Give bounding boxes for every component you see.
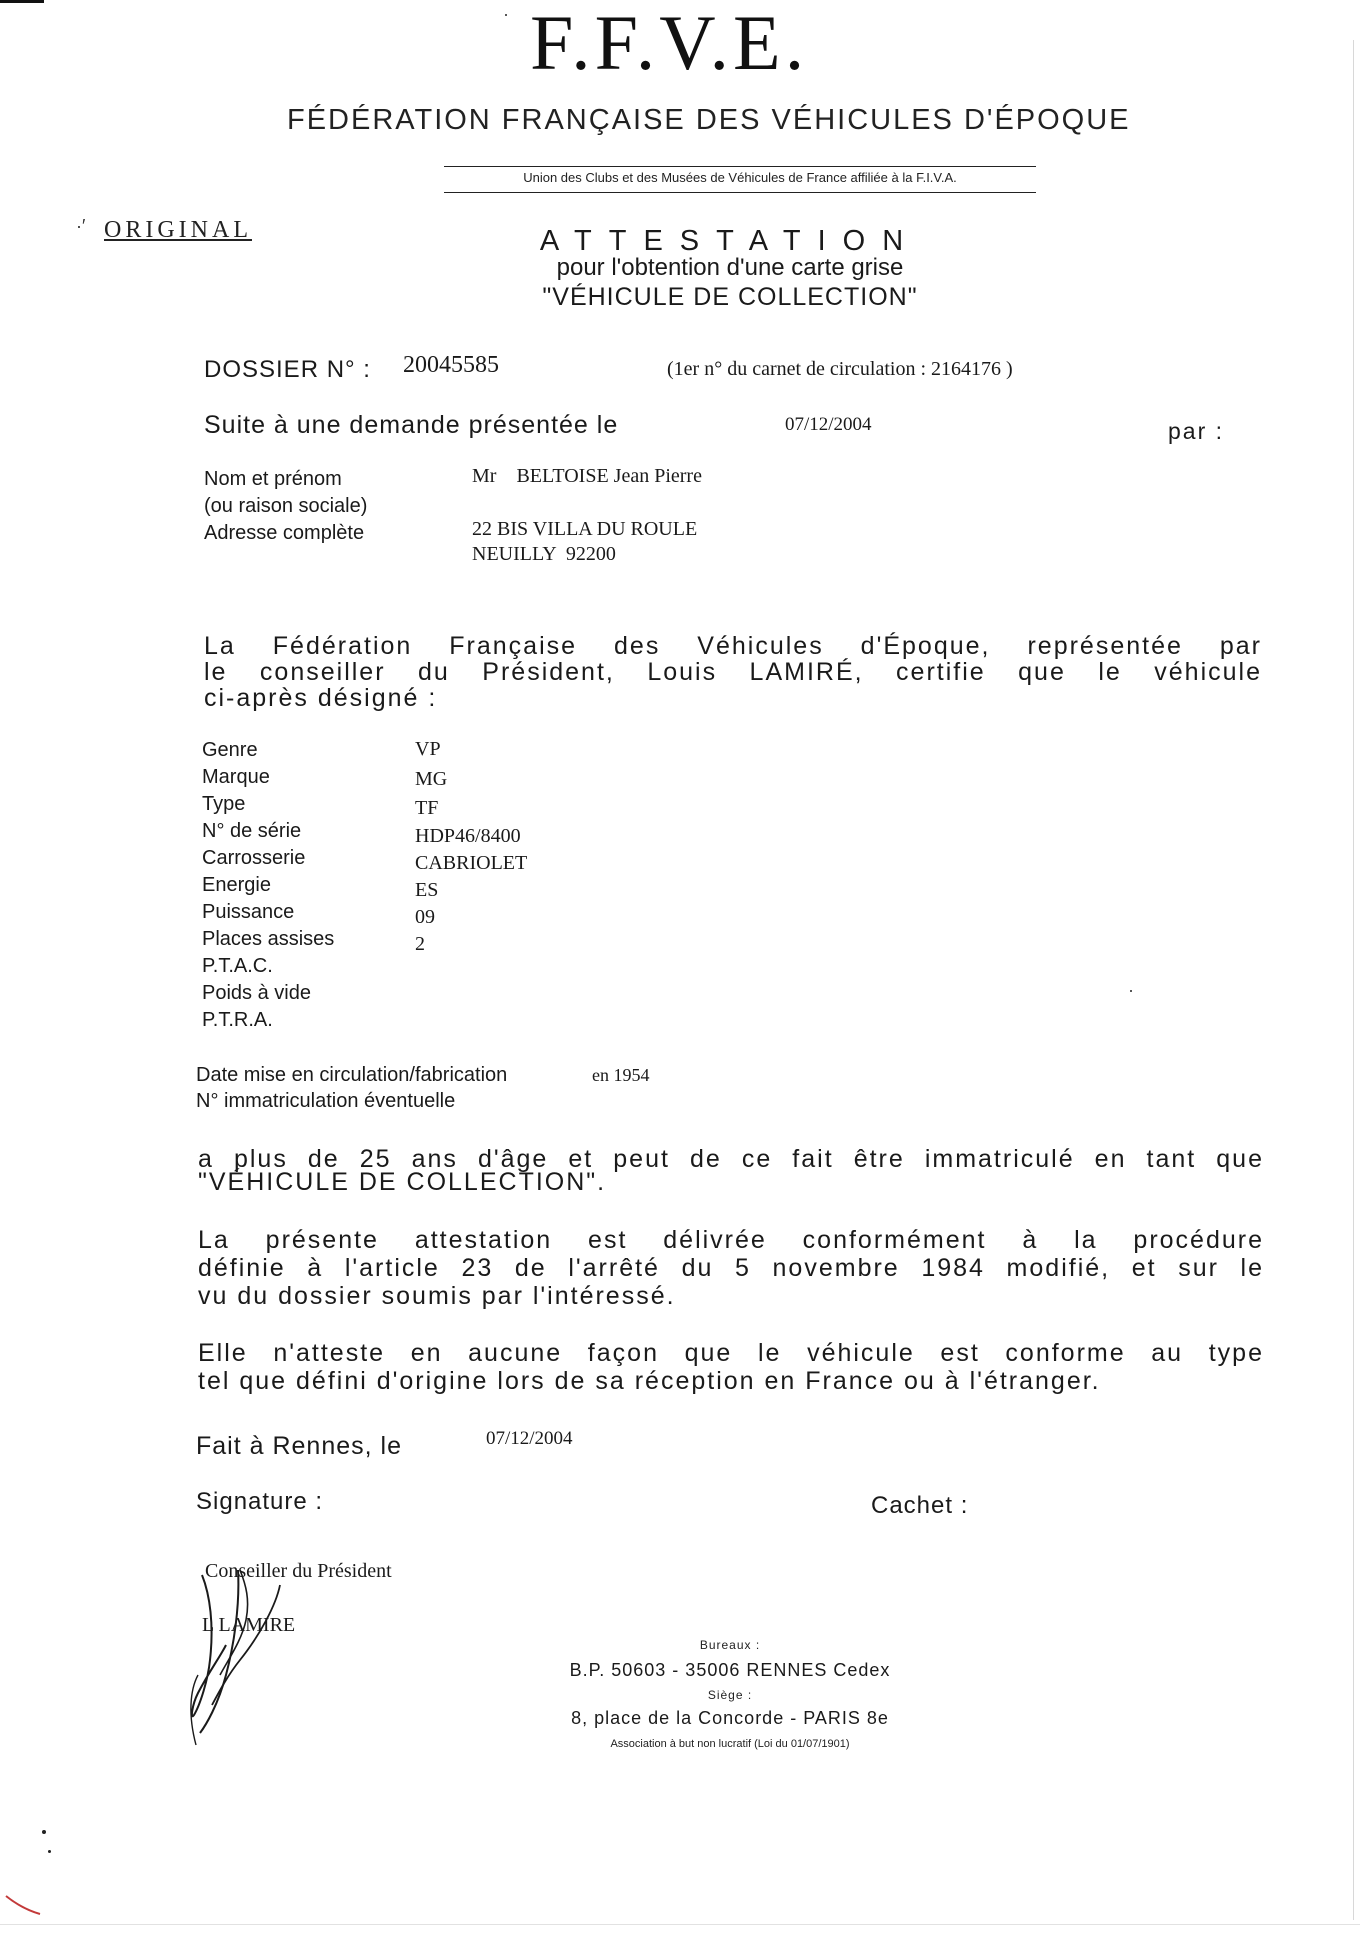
federation-name: FÉDÉRATION FRANÇAISE DES VÉHICULES D'ÉPOQUE (287, 104, 1131, 136)
age-statement-line2: "VÉHICULE DE COLLECTION". (198, 1168, 607, 1196)
age-statement-line1: a plus de 25 ans d'âge et peut de ce fait être immatriculé en tant que (198, 1145, 1264, 1173)
scan-edge-right (1353, 40, 1354, 1920)
vehicle-value: 2 (415, 933, 425, 955)
attestation-subtitle-collection: "VÉHICULE DE COLLECTION" (542, 283, 918, 311)
dossier-label: DOSSIER N° : (204, 356, 371, 383)
union-line: Union des Clubs et des Musées de Véhicules de France affiliée à la F.I.V.A. (523, 170, 957, 185)
handwritten-signature (180, 1565, 340, 1755)
applicant-address-line2: NEUILLY 92200 (472, 543, 616, 565)
name-label: Nom et prénom (204, 468, 342, 490)
vehicle-value: 09 (415, 906, 435, 928)
signatory-name: L LAMIRE (202, 1614, 296, 1636)
vehicle-label: Energie (202, 874, 271, 896)
vehicle-label: Places assises (202, 928, 335, 950)
fait-a-label: Fait à Rennes, le (196, 1432, 402, 1460)
vehicle-value: ES (415, 879, 439, 901)
bureaux-label: Bureaux : (699, 1638, 761, 1652)
vehicle-label: Genre (202, 739, 258, 761)
vehicle-label: Carrosserie (202, 847, 306, 869)
fait-date: 07/12/2004 (486, 1428, 573, 1449)
applicant-address-line1: 22 BIS VILLA DU ROULE (472, 518, 698, 540)
disclaimer-line2: tel que défini d'origine lors de sa réception en France ou à l'étranger. (198, 1367, 1101, 1395)
par-label: par : (1168, 418, 1225, 444)
certification-line3: ci-après désigné : (204, 684, 438, 712)
ffve-logo: F.F.V.E. (530, 0, 809, 86)
vehicle-label: P.T.A.C. (202, 955, 273, 977)
procedure-line1: La présente attestation est délivrée conformément à la procédure (198, 1226, 1264, 1254)
vehicle-label: Puissance (202, 901, 295, 923)
vehicle-label: Marque (202, 766, 270, 788)
name-label-alt: (ou raison sociale) (204, 495, 368, 517)
applicant-name: Mr BELTOISE Jean Pierre (472, 465, 702, 487)
association-note: Association à but non lucratif (Loi du 01/07/1901) (610, 1738, 850, 1750)
siege-address: 8, place de la Concorde - PARIS 8e (571, 1708, 889, 1728)
siege-label: Siège : (707, 1688, 753, 1702)
attestation-subtitle: pour l'obtention d'une carte grise (556, 254, 904, 281)
dossier-number: 20045585 (403, 352, 499, 378)
header-rule-bottom (444, 192, 1036, 193)
procedure-line2: définie à l'article 23 de l'arrêté du 5 novembre 1984 modifié, et sur le (198, 1254, 1264, 1282)
demande-text: Suite à une demande présentée le (204, 411, 619, 439)
vehicle-label: N° de série (202, 820, 302, 842)
circulation-date-label: Date mise en circulation/fabrication (196, 1064, 508, 1086)
circulation-date-value: en 1954 (592, 1065, 650, 1085)
vehicle-value: TF (415, 797, 439, 819)
cachet-label: Cachet : (871, 1492, 969, 1519)
vehicle-value: VP (415, 738, 441, 760)
scan-edge-bottom (0, 1924, 1360, 1925)
original-mark: ·′ (76, 216, 86, 236)
signatory-title: Conseiller du Président (205, 1560, 392, 1582)
bureaux-address: B.P. 50603 - 35006 RENNES Cedex (569, 1660, 891, 1680)
vehicle-value: CABRIOLET (415, 852, 528, 874)
scan-speck (42, 1830, 46, 1834)
header-rule-top (444, 166, 1036, 167)
demande-date: 07/12/2004 (785, 414, 872, 435)
vehicle-label: Poids à vide (202, 982, 311, 1004)
procedure-line3: vu du dossier soumis par l'intéressé. (198, 1282, 676, 1310)
vehicle-label: P.T.R.A. (202, 1009, 273, 1031)
original-label: ORIGINAL (104, 217, 252, 243)
vehicle-value: MG (415, 768, 448, 790)
vehicle-value: HDP46/8400 (415, 825, 521, 847)
signature-label: Signature : (196, 1488, 324, 1515)
vehicle-label: Type (202, 793, 246, 815)
scan-speck (505, 14, 507, 16)
carnet-number: (1er n° du carnet de circulation : 2164176 ) (667, 358, 1013, 380)
scan-speck (1130, 990, 1132, 992)
disclaimer-line1: Elle n'atteste en aucune façon que le véhicule est conforme au type (198, 1339, 1264, 1367)
attestation-title: ATTESTATION (539, 225, 921, 257)
address-label: Adresse complète (204, 522, 365, 544)
certification-line2: le conseiller du Président, Louis LAMIRÉ, certifie que le véhicule (204, 658, 1262, 686)
scan-speck (48, 1850, 51, 1853)
immatriculation-label: N° immatriculation éventuelle (196, 1090, 456, 1112)
certification-line1: La Fédération Française des Véhicules d'Époque, représentée par (204, 632, 1262, 660)
red-pen-mark (2, 1890, 52, 1920)
scan-edge-mark (0, 0, 44, 3)
